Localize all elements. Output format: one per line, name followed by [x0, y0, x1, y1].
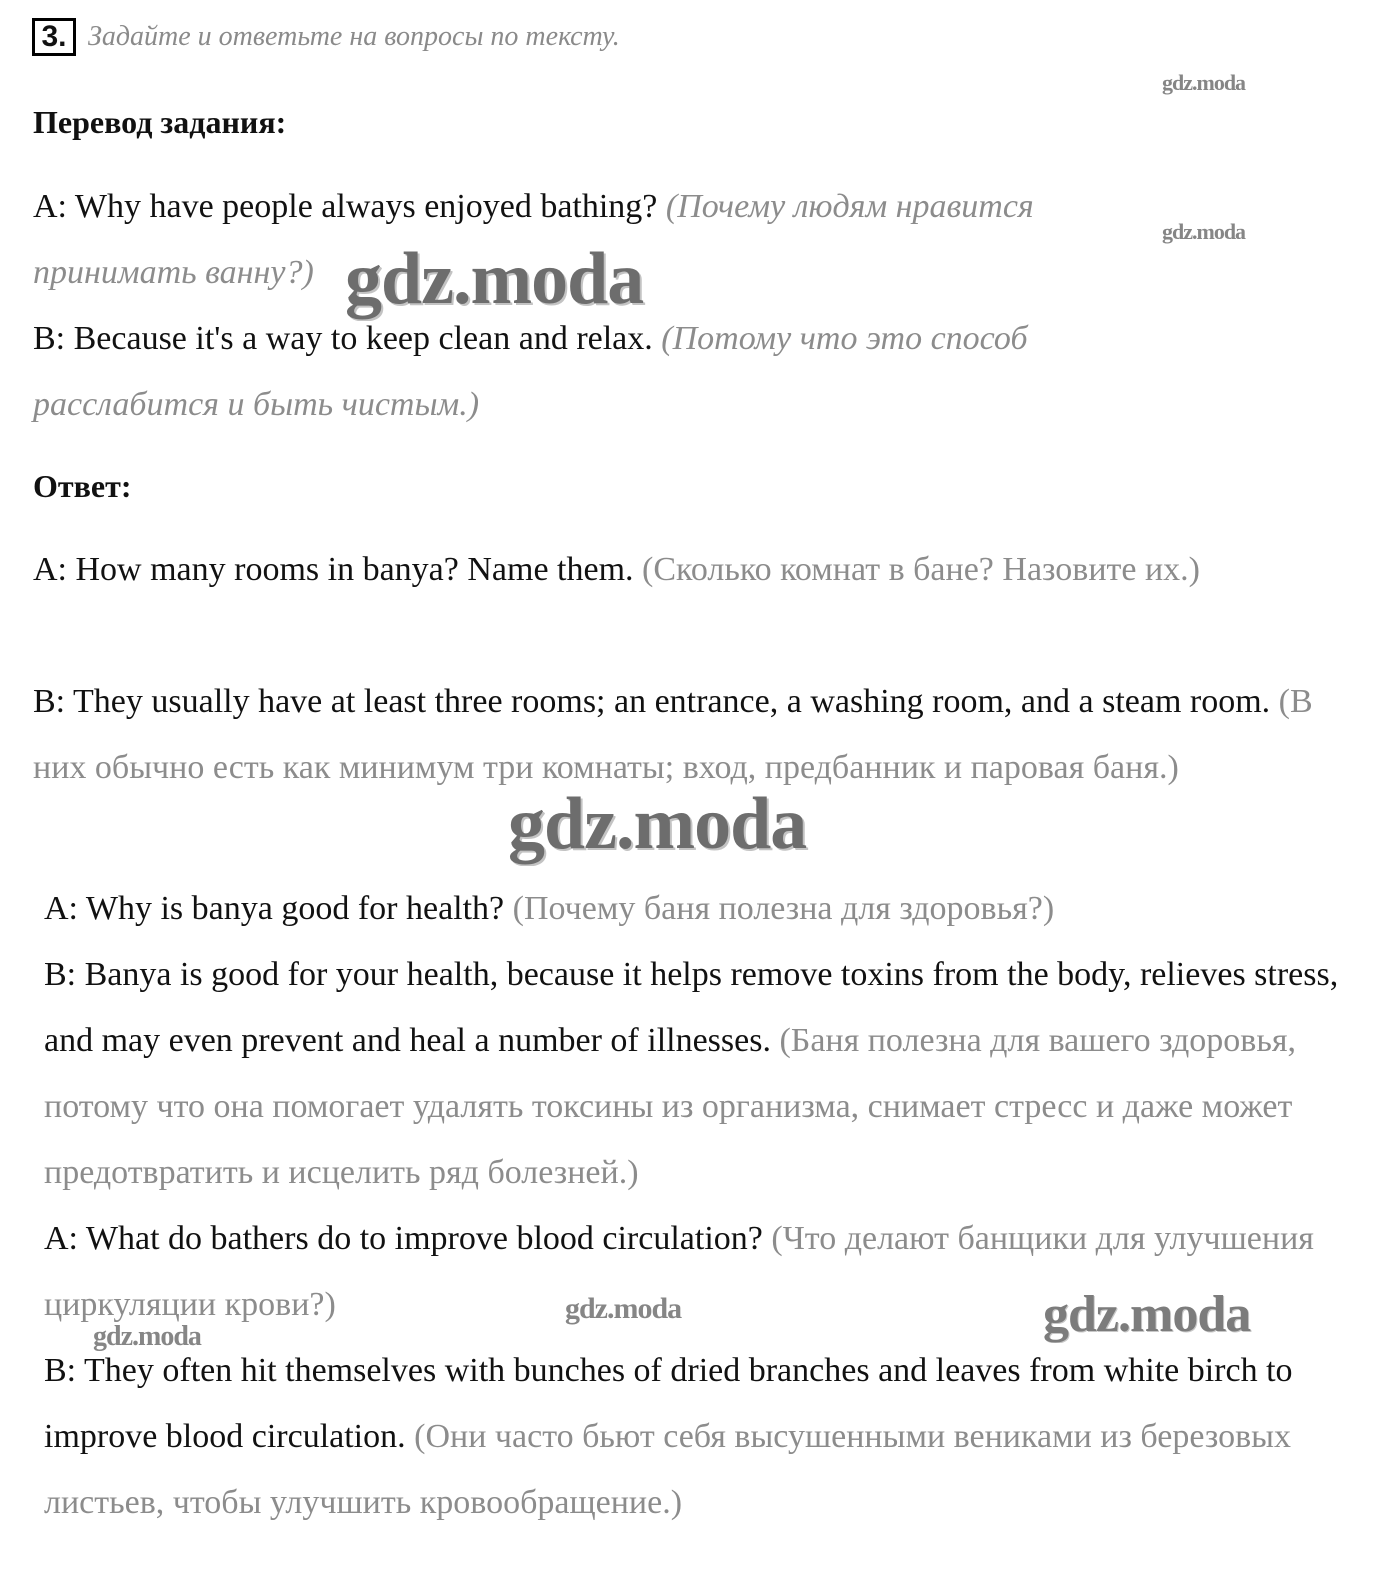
- task-number: 3.: [32, 18, 76, 56]
- answer-line-1: [33, 537, 1323, 603]
- answer-line-6: [44, 1338, 1374, 1536]
- line-ru: (Почему людям нравится принимать ванну?): [33, 188, 1034, 291]
- watermark: gdz.moda: [345, 238, 644, 320]
- translation-heading: Перевод задания:: [33, 104, 287, 140]
- task-instruction: Задайте и ответьте на вопросы по тексту.: [88, 21, 620, 52]
- line-en: B: They usually have at least three rooms; an entrance, a washing room, and a steam room.: [33, 683, 1279, 720]
- line-en: A: How many rooms in banya? Name them.: [33, 551, 643, 588]
- line-ru: (Потому что это способ расслабится и быть чистым.): [33, 320, 1028, 423]
- line-en: B: Because it's a way to keep clean and relax.: [33, 320, 662, 357]
- watermark: gdz.moda: [508, 783, 807, 865]
- line-ru: (В них обычно есть как минимум три комнаты; вход, предбанник и паровая баня.): [33, 683, 1313, 786]
- watermark: gdz.moda: [1162, 70, 1246, 95]
- line-en: B: Banya is good for your health, because it helps remove toxins from the body, relieves stress, and may even prevent and heal a number of illnesses.: [44, 956, 1339, 1059]
- translation-line-b: [33, 306, 1193, 438]
- line-ru: (Сколько комнат в бане? Назовите их.): [642, 551, 1200, 588]
- line-en: A: Why have people always enjoyed bathing?: [33, 188, 666, 225]
- line-ru: (Они часто бьют себя высушенными вениками из березовых листьев, чтобы улучшить кровообращение.): [44, 1418, 1292, 1521]
- answer-line-3: [44, 876, 1364, 942]
- answer-line-4: [44, 942, 1354, 1206]
- watermark: gdz.moda: [565, 1292, 682, 1325]
- watermark: gdz.moda: [93, 1321, 201, 1352]
- watermark: gdz.moda: [1043, 1286, 1251, 1343]
- line-ru: (Почему баня полезна для здоровья?): [512, 890, 1055, 927]
- line-en: A: Why is banya good for health?: [44, 890, 513, 927]
- line-en: A: What do bathers do to improve blood circulation?: [44, 1220, 772, 1257]
- line-ru: (Что делают банщики для улучшения циркуляции крови?): [44, 1220, 1314, 1323]
- line-ru: (Баня полезна для вашего здоровья, потому что она помогает удалять токсины из организма, снимает стресс и даже может предотвратить и исцелить ряд болезней.): [44, 1022, 1296, 1191]
- line-en: B: They often hit themselves with bunches of dried branches and leaves from white birch to improve blood circulation.: [44, 1352, 1293, 1455]
- task-header: [32, 18, 620, 56]
- answer-heading: Ответ:: [33, 468, 132, 504]
- watermark: gdz.moda: [1162, 219, 1246, 244]
